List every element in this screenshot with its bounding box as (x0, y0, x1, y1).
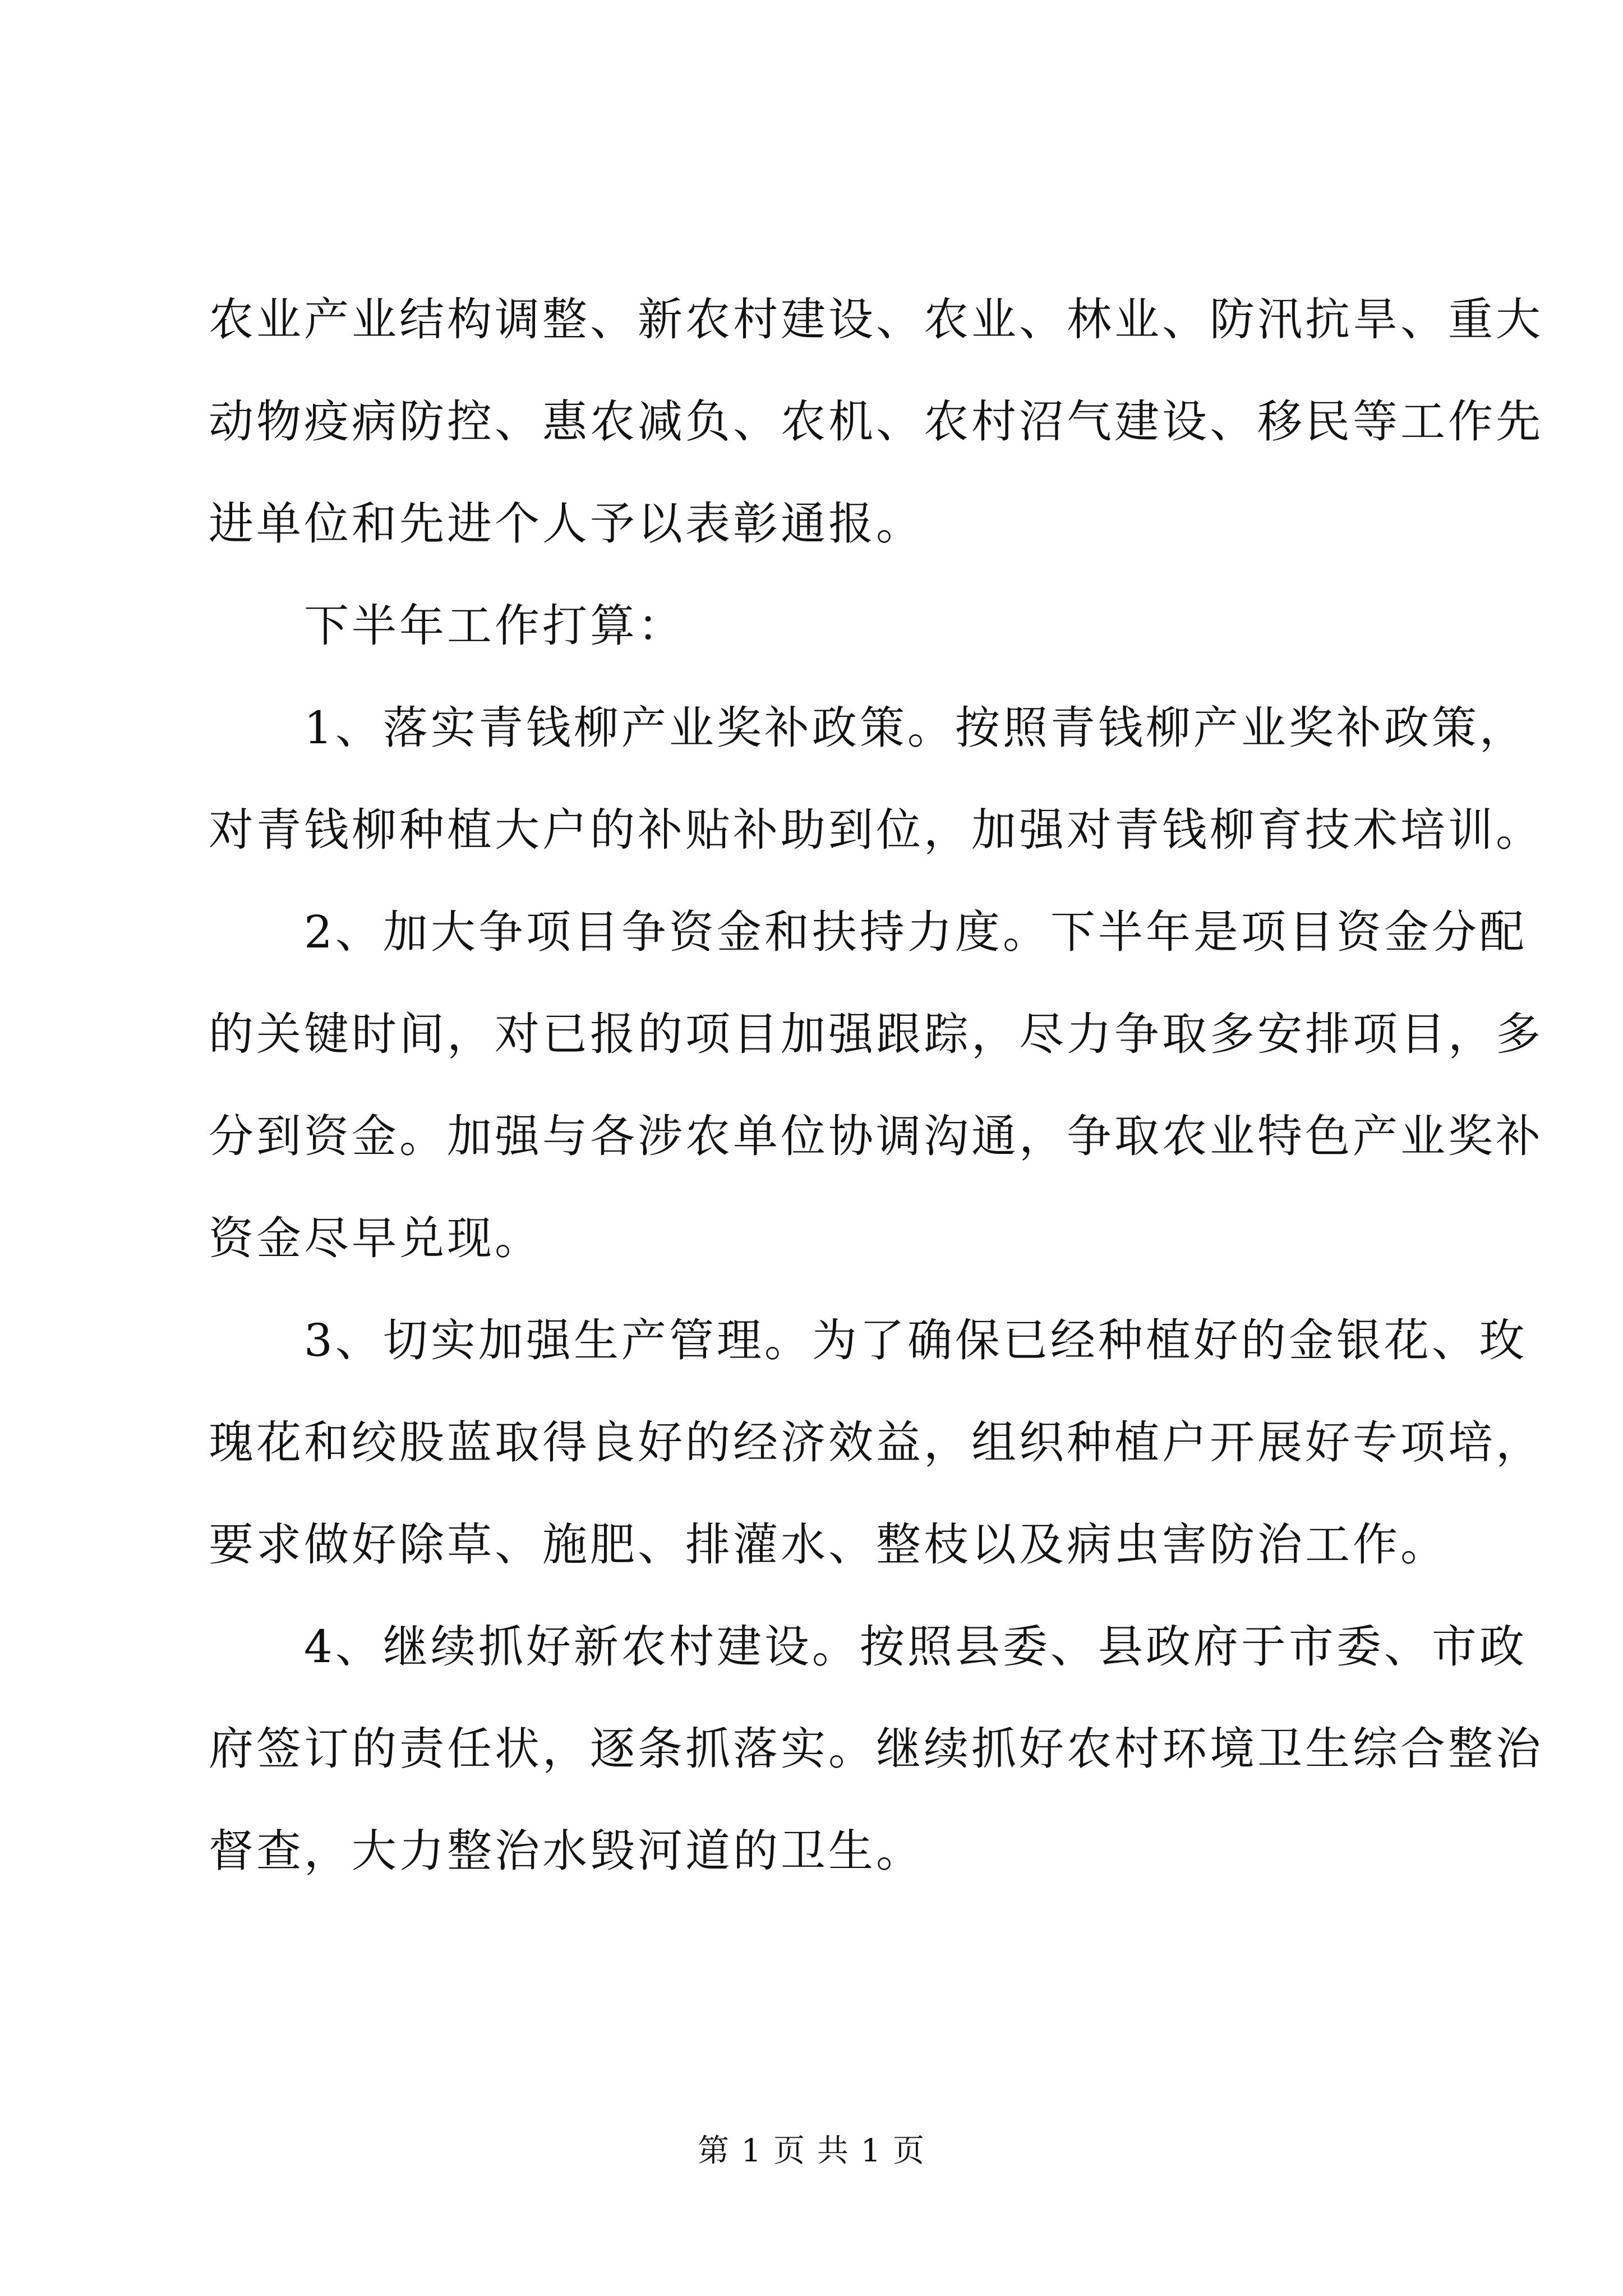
text-line-14: 4、继续抓好新农村建设。按照县委、县政府于市委、市政 (304, 1621, 1527, 1673)
text-line-5: 1、落实青钱柳产业奖补政策。按照青钱柳产业奖补政策， (304, 702, 1527, 754)
text-line-8: 的关键时间，对已报的项目加强跟踪，尽力争取多安排项目，多 (209, 1008, 1543, 1060)
text-line-15: 府签订的责任状，逐条抓落实。继续抓好农村环境卫生综合整治 (209, 1723, 1543, 1775)
text-line-2: 动物疫病防控、惠农减负、农机、农村沼气建设、移民等工作先 (209, 395, 1543, 448)
text-line-9: 分到资金。加强与各涉农单位协调沟通，争取农业特色产业奖补 (209, 1110, 1543, 1162)
text-line-11: 3、切实加强生产管理。为了确保已经种植好的金银花、玫 (304, 1314, 1527, 1366)
text-line-6: 对青钱柳种植大户的补贴补助到位，加强对青钱柳育技术培训。 (209, 804, 1543, 856)
text-line-12: 瑰花和绞股蓝取得良好的经济效益，组织种植户开展好专项培， (209, 1416, 1543, 1469)
page-footer: 第 1 页 共 1 页 (697, 2133, 926, 2169)
text-line-7: 2、加大争项目争资金和扶持力度。下半年是项目资金分配 (304, 906, 1527, 958)
text-line-10: 资金尽早兑现。 (209, 1212, 542, 1264)
text-line-13: 要求做好除草、施肥、排灌水、整枝以及病虫害防治工作。 (209, 1519, 1448, 1571)
text-line-4: 下半年工作打算： (304, 600, 685, 652)
text-line-1: 农业产业结构调整、新农村建设、农业、林业、防汛抗旱、重大 (209, 293, 1543, 346)
text-line-16: 督查，大力整治水毁河道的卫生。 (209, 1825, 924, 1877)
text-line-3: 进单位和先进个人予以表彰通报。 (209, 498, 924, 550)
